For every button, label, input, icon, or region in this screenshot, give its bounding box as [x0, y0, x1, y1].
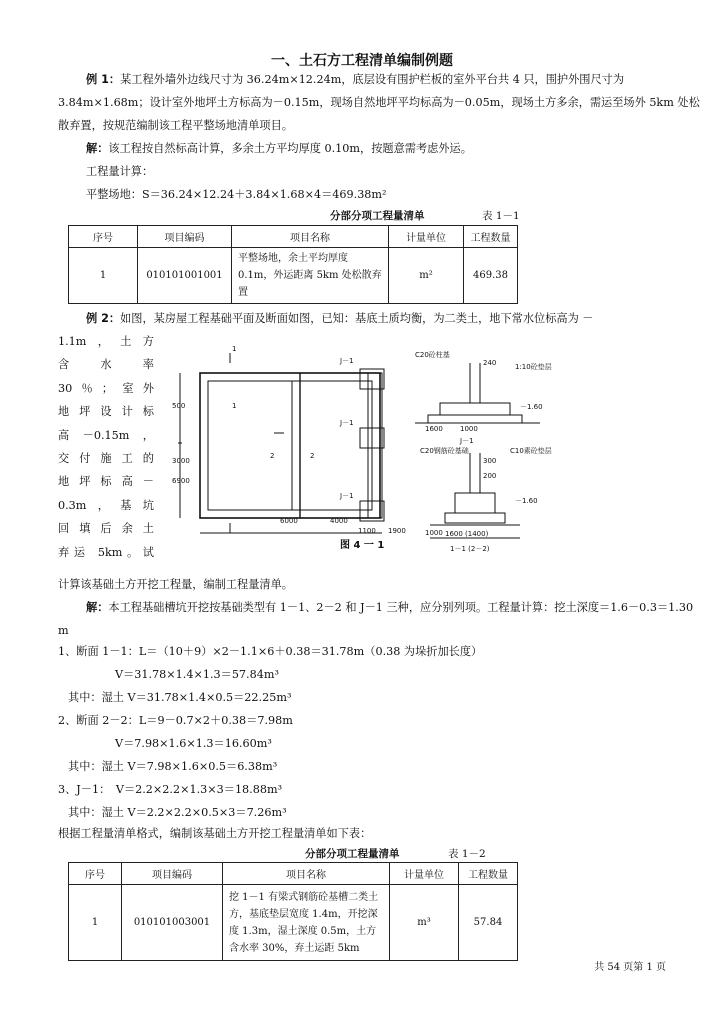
narrow-line: 0.3m，基坑: [58, 498, 154, 512]
narrow-line: 30％；室外: [58, 381, 154, 395]
table-1-number: 表 1－1: [482, 210, 520, 222]
figure-caption: 图 4 一 1: [340, 540, 385, 551]
calc-formula: 平整场地：S＝36.24×12.24＋3.84×1.68×4＝469.38m²: [86, 188, 387, 201]
calc-line: 其中：湿土 V＝31.78×1.4×0.5＝22.25m³: [68, 691, 292, 704]
header-code: 项目编码: [138, 226, 232, 248]
header-qty: 工程数量: [459, 863, 518, 885]
calc-line: 根据工程量清单格式，编制该基础土方开挖工程量清单如下表：: [58, 827, 372, 840]
section-note: J－1: [460, 437, 474, 445]
table-2-caption: 分部分项工程量清单: [305, 848, 400, 860]
foundation-drawing: [170, 333, 720, 563]
section-note: 240: [483, 359, 497, 367]
dim-label: 500: [172, 402, 186, 410]
section-mark: J－1: [340, 357, 354, 365]
cell-unit: m²: [389, 248, 464, 304]
header-unit: 计量单位: [390, 863, 459, 885]
calc-line: V＝31.78×1.4×1.3＝57.84m³: [115, 668, 279, 681]
page-footer: 共 54 页第 1 页: [594, 962, 666, 973]
table-1-caption: 分部分项工程量清单: [330, 210, 425, 222]
solution-label: 解：: [86, 142, 109, 155]
header-qty: 工程数量: [464, 226, 518, 248]
section-mark: 1: [232, 345, 237, 353]
header-unit: 计量单位: [389, 226, 464, 248]
section-note: 1－1 (2－2): [450, 545, 490, 553]
section-note: 300: [483, 457, 497, 465]
calc-title: 工程量计算：: [86, 165, 154, 178]
solution-text: 该工程按自然标高计算，多余土方平均厚度 0.10m，按题意需考虑外运。: [108, 142, 472, 155]
narrow-line: 1.1m，土方: [58, 335, 154, 348]
narrow-line: 回填后余土: [58, 522, 154, 536]
example-1-paragraph: [58, 68, 703, 137]
cell-no: 1: [69, 885, 122, 961]
table-2: [68, 862, 518, 961]
example-2-tail: 计算该基础土方开挖工程量，编制工程量清单。: [58, 578, 293, 591]
narrow-line: 地坪设计标: [58, 405, 154, 419]
example-2-text: 如图，某房屋工程基础平面及断面如图，已知：基底土质均衡，为二类土，地下常水位标高为 －: [120, 312, 594, 325]
section-mark: 2: [310, 452, 315, 460]
dim-label: 1100: [358, 527, 376, 535]
calc-line: 其中：湿土 V＝2.2×2.2×0.5×3＝7.26m³: [68, 806, 287, 819]
narrow-line: 含 水 率: [58, 358, 154, 372]
cell-name: 挖 1－1 有梁式钢筋砼基槽二类土方，基底垫层宽度 1.4m，开挖深度 1.3m，湿土深度 0.5m，土方含水率 30%，弃土运距 5km: [223, 885, 390, 961]
solution-label: 解：: [86, 601, 109, 614]
cell-unit: m³: [390, 885, 459, 961]
table-row: [69, 885, 518, 961]
example-1-text: 某工程外墙外边线尺寸为 36.24m×12.24m，底层设有围护栏板的室外平台共 4 只，围护外围尺寸为 3.84m×1.68m；设计室外地坪土方标高为－0.15m，现场自然地坪平均标高为－0.05m，现场土方多余，需运至场外 5km 处松散弃置，按规范编制该工程平整场地清单项目。: [58, 73, 700, 132]
header-no: 序号: [69, 226, 138, 248]
dim-label: 1900: [388, 527, 406, 535]
header-code: 项目编码: [122, 863, 223, 885]
cell-no: 1: [69, 248, 138, 304]
section-mark: J－1: [340, 419, 354, 427]
section-note: C20砼柱基: [415, 351, 450, 359]
dim-label: 4000: [330, 517, 348, 525]
narrow-line: 高－0.15m，: [58, 428, 154, 442]
calc-line: V＝7.98×1.6×1.3＝16.60m³: [115, 737, 272, 750]
section-note: 1000: [425, 529, 443, 537]
section-note: 200: [483, 472, 497, 480]
table-2-number: 表 1－2: [448, 848, 486, 860]
example-1-label: 例 1：: [86, 73, 121, 86]
page-title: 一、土石方工程清单编制例题: [271, 53, 453, 69]
header-no: 序号: [69, 863, 122, 885]
section-note: C20钢筋砼基础: [420, 447, 469, 455]
dim-label: 6000: [280, 517, 298, 525]
cell-code: 010101003001: [122, 885, 223, 961]
section-mark: J－1: [340, 492, 354, 500]
section-note: 1:10砼垫层: [515, 363, 552, 371]
header-name: 项目名称: [223, 863, 390, 885]
section-note: 1000: [460, 425, 478, 433]
cell-code: 010101001001: [138, 248, 232, 304]
cell-name: 平整场地，余土平均厚度 0.1m，外运距离 5km 处松散弃置: [232, 248, 389, 304]
dim-label: 3000: [172, 457, 190, 465]
section-mark: 2: [270, 452, 275, 460]
example-2-narrow-text: [58, 330, 154, 564]
section-mark: 1: [232, 402, 237, 410]
dim-label: 6900: [172, 477, 190, 485]
calc-line: 其中：湿土 V＝7.98×1.6×0.5＝6.38m³: [68, 760, 278, 773]
section-note: 1600 (1400): [445, 530, 489, 538]
calc-line: 1、断面 1－1：L＝（10＋9）×2－1.1×6＋0.38＝31.78m（0.38 为垛折加长度）: [58, 645, 483, 658]
example-2-solution: [58, 596, 703, 642]
narrow-line: 弃运 5km。试: [58, 545, 154, 559]
calc-line: 2、断面 2－2：L＝9－0.7×2＋0.38＝7.98m: [58, 714, 293, 727]
header-name: 项目名称: [232, 226, 389, 248]
solution-text: 本工程基础槽坑开挖按基础类型有 1－1、2－2 和 J－1 三种，应分别列项。工程量计算：挖土深度＝1.6－0.3＝1.30 m: [58, 601, 694, 637]
table-row: [69, 248, 518, 304]
narrow-line: 交付施工的: [58, 452, 154, 466]
section-note: 1600: [425, 425, 443, 433]
section-note: －1.60: [520, 403, 543, 411]
calc-line: 3、J－1： V＝2.2×2.2×1.3×3＝18.88m³: [58, 783, 283, 796]
section-note: C10素砼垫层: [510, 447, 552, 455]
cell-qty: 57.84: [459, 885, 518, 961]
cell-qty: 469.38: [464, 248, 518, 304]
example-2-label: 例 2：: [86, 312, 121, 325]
example-1-solution: [58, 137, 703, 160]
table-1: [68, 225, 518, 304]
example-2-lead: [58, 307, 703, 330]
section-note: －1.60: [515, 497, 538, 505]
narrow-line: 地坪标高－: [58, 475, 154, 489]
